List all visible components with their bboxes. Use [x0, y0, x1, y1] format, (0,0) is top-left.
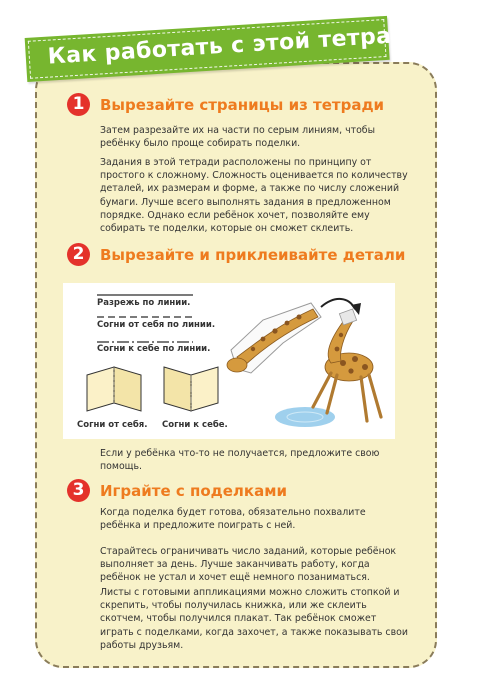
giraffe-craft-illustration — [223, 295, 393, 435]
step-1-paragraph-1: Затем разрезайте их на части по серым линиям, чтобы ребёнку было проще собирать поделки. — [100, 125, 375, 150]
fold-away-legend: Согни от себя по линии. — [97, 320, 216, 330]
step-1-number: 1 — [67, 93, 90, 116]
step-3-paragraph-1: Когда поделка будет готова, обязательно похвалите ребёнка и предложите поиграть с ней. — [100, 507, 366, 532]
fold-away-caption: Согни от себя. — [77, 420, 148, 430]
fold-toward-line-sample — [97, 341, 193, 343]
fold-away-line-sample — [97, 316, 193, 318]
step-3-number: 3 — [67, 479, 90, 502]
step-1-heading: Вырезайте страницы из тетради — [100, 96, 385, 114]
step-2-number: 2 — [67, 243, 90, 266]
fold-toward-icon — [162, 365, 220, 413]
cut-line-sample — [97, 294, 193, 296]
fold-toward-legend: Согни к себе по линии. — [97, 344, 211, 354]
fold-toward-caption: Согни к себе. — [162, 420, 228, 430]
step-1-paragraph-2: Задания в этой тетради расположены по принципу от простого к сложному. Сложность оценивается по количеству деталей, их размерам и форме, а также по числу сложений бумаги. Лучше всего выполнять задания в предложенном порядке. Однако если ребёнок хочет, позволяйте ему собирать те поделки, которые он сможет склеить. — [100, 157, 408, 235]
fold-away-icon — [85, 365, 143, 413]
instruction-illustration — [63, 283, 395, 439]
step-3-heading: Играйте с поделками — [100, 482, 287, 500]
page-title: Как работать с этой тетрадью — [47, 20, 447, 70]
step-3-paragraph-3: Листы с готовыми аппликациями можно сложить стопкой и скрепить, чтобы получилась книжка, или же склеить скотчем, чтобы получился плакат. Так ребёнок сможет играть с поделками, когда захочет, а также показывать свои работы друзьям. — [100, 587, 408, 651]
step-2-paragraph-1: Если у ребёнка что-то не получается, предложите свою помощь. — [100, 448, 380, 473]
step-3-paragraph-2: Старайтесь ограничивать число заданий, которые ребёнок выполняет за день. Лучше заканчивать работу, когда ребёнок не устал и хочет ещё немного позаниматься. — [100, 546, 397, 584]
cut-legend: Разрежь по линии. — [97, 298, 191, 308]
step-2-heading: Вырезайте и приклеивайте детали — [100, 246, 406, 264]
